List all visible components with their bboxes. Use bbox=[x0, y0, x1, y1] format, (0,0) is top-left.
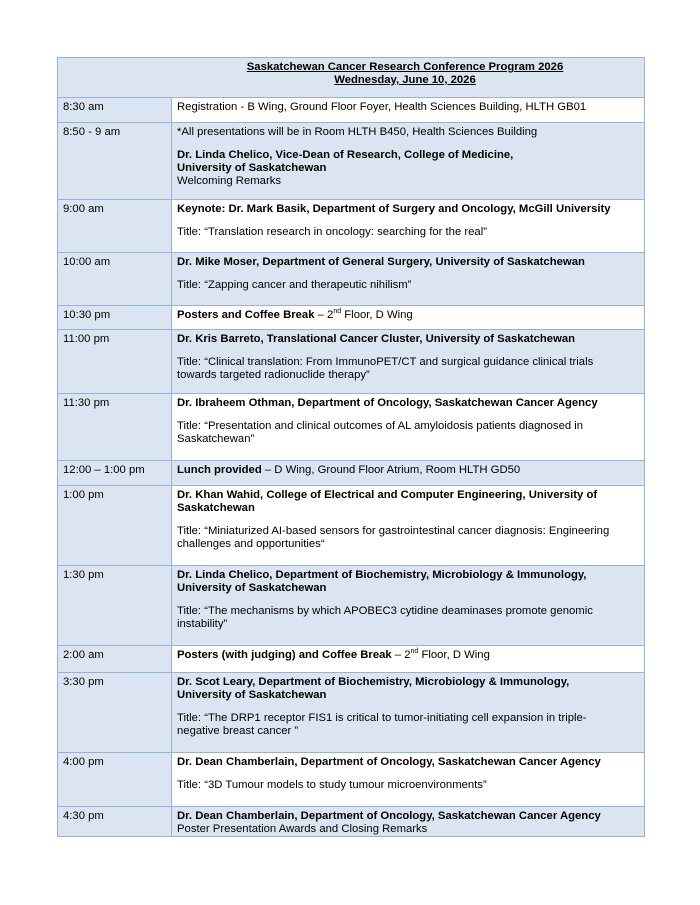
schedule-row bbox=[58, 566, 645, 646]
session-location: Floor, D Wing bbox=[418, 649, 490, 661]
session-cell bbox=[172, 200, 645, 253]
schedule-row bbox=[58, 394, 645, 461]
speaker-line: Dr. Linda Chelico, Vice-Dean of Research, College of Medicine, bbox=[177, 149, 514, 161]
speaker-line: University of Saskatchewan bbox=[177, 162, 327, 174]
session-cell bbox=[172, 807, 645, 837]
session-cell bbox=[172, 306, 645, 330]
speaker-line: University of Saskatchewan bbox=[177, 582, 327, 594]
schedule-row bbox=[58, 98, 645, 123]
time-cell: 11:30 pm bbox=[58, 394, 172, 461]
schedule-row bbox=[58, 673, 645, 753]
session-cell bbox=[172, 486, 645, 566]
talk-title: Title: “Clinical translation: From ImmunoPET/CT and surgical guidance clinical trials bbox=[177, 356, 594, 368]
talk-title: Title: “Translation research in oncology: searching for the real” bbox=[177, 226, 487, 238]
program-header bbox=[58, 58, 645, 98]
session-label: Posters (with judging) and Coffee Break bbox=[177, 649, 392, 661]
talk-title: Title: “Miniaturized AI-based sensors for gastrointestinal cancer diagnosis: Engineering bbox=[177, 525, 610, 537]
schedule-row bbox=[58, 646, 645, 673]
ordinal-suffix: nd bbox=[410, 648, 419, 656]
schedule-row bbox=[58, 807, 645, 837]
speaker-line: Dr. Dean Chamberlain, Department of Oncology, Saskatchewan Cancer Agency bbox=[177, 810, 601, 822]
talk-title: Title: “Presentation and clinical outcomes of AL amyloidosis patients diagnosed in bbox=[177, 420, 584, 432]
program-table bbox=[57, 57, 645, 837]
talk-title: Title: “Zapping cancer and therapeutic nihilism” bbox=[177, 279, 412, 291]
schedule-row bbox=[58, 461, 645, 486]
session-location: Floor, D Wing bbox=[341, 309, 413, 321]
header-row bbox=[58, 58, 645, 98]
speaker-line: Dr. Kris Barreto, Translational Cancer Cluster, University of Saskatchewan bbox=[177, 333, 576, 345]
session-location: – 2 bbox=[391, 649, 411, 661]
session-detail: Poster Presentation Awards and Closing Remarks bbox=[177, 823, 428, 835]
speaker-line: Dr. Scot Leary, Department of Biochemistry, Microbiology & Immunology, bbox=[177, 676, 570, 688]
schedule-row bbox=[58, 123, 645, 200]
session-cell bbox=[172, 98, 645, 123]
talk-title: Title: “The DRP1 receptor FIS1 is critical to tumor-initiating cell expansion in triple- bbox=[177, 712, 587, 724]
time-cell: 1:00 pm bbox=[58, 486, 172, 566]
session-cell bbox=[172, 673, 645, 753]
session-cell bbox=[172, 646, 645, 673]
speaker-line: Dr. Ibraheem Othman, Department of Oncology, Saskatchewan Cancer Agency bbox=[177, 397, 598, 409]
session-cell bbox=[172, 566, 645, 646]
ordinal-suffix: nd bbox=[333, 308, 342, 316]
time-cell: 9:00 am bbox=[58, 200, 172, 253]
time-cell: 3:30 pm bbox=[58, 673, 172, 753]
talk-title: instability” bbox=[177, 618, 228, 630]
time-cell: 12:00 – 1:00 pm bbox=[58, 461, 172, 486]
program-date: Wednesday, June 10, 2026 bbox=[334, 74, 476, 86]
schedule-row bbox=[58, 330, 645, 394]
session-location: – D Wing, Ground Floor Atrium, Room HLTH GD50 bbox=[261, 464, 521, 476]
program-title: Saskatchewan Cancer Research Conference Program 2026 bbox=[246, 61, 564, 73]
session-cell bbox=[172, 123, 645, 200]
session-cell bbox=[172, 394, 645, 461]
session-cell bbox=[172, 753, 645, 807]
speaker-line: Saskatchewan bbox=[177, 502, 255, 514]
session-cell bbox=[172, 253, 645, 306]
schedule-row bbox=[58, 200, 645, 253]
session-location: – 2 bbox=[314, 309, 334, 321]
talk-title: challenges and opportunities“ bbox=[177, 538, 325, 550]
time-cell: 4:30 pm bbox=[58, 807, 172, 837]
speaker-line: Dr. Khan Wahid, College of Electrical and Computer Engineering, University of bbox=[177, 489, 598, 501]
time-cell: 10:00 am bbox=[58, 253, 172, 306]
session-label: Posters and Coffee Break bbox=[177, 309, 315, 321]
session-label: Lunch provided bbox=[177, 464, 262, 476]
time-cell: 8:50 - 9 am bbox=[58, 123, 172, 200]
speaker-line: Dr. Dean Chamberlain, Department of Oncology, Saskatchewan Cancer Agency bbox=[177, 756, 601, 768]
time-cell: 2:00 am bbox=[58, 646, 172, 673]
session-cell bbox=[172, 461, 645, 486]
talk-title: Title: “3D Tumour models to study tumour microenvironments” bbox=[177, 779, 487, 791]
schedule-row bbox=[58, 486, 645, 566]
schedule-row bbox=[58, 253, 645, 306]
talk-title: negative breast cancer ” bbox=[177, 725, 299, 737]
speaker-line: University of Saskatchewan bbox=[177, 689, 327, 701]
session-text: Registration - B Wing, Ground Floor Foyer, Health Sciences Building, HLTH GB01 bbox=[177, 101, 587, 113]
schedule-row bbox=[58, 753, 645, 807]
session-detail: Welcoming Remarks bbox=[177, 175, 281, 187]
time-cell: 11:00 pm bbox=[58, 330, 172, 394]
speaker-line: Dr. Mike Moser, Department of General Surgery, University of Saskatchewan bbox=[177, 256, 585, 268]
schedule-row bbox=[58, 306, 645, 330]
talk-title: Title: “The mechanisms by which APOBEC3 cytidine deaminases promote genomic bbox=[177, 605, 593, 617]
speaker-line: Keynote: Dr. Mark Basik, Department of Surgery and Oncology, McGill University bbox=[177, 203, 611, 215]
talk-title: towards targeted radionuclide therapy” bbox=[177, 369, 370, 381]
time-cell: 8:30 am bbox=[58, 98, 172, 123]
time-cell: 10:30 pm bbox=[58, 306, 172, 330]
speaker-line: Dr. Linda Chelico, Department of Biochemistry, Microbiology & Immunology, bbox=[177, 569, 587, 581]
time-cell: 1:30 pm bbox=[58, 566, 172, 646]
time-cell: 4:00 pm bbox=[58, 753, 172, 807]
talk-title: Saskatchewan” bbox=[177, 433, 255, 445]
session-cell bbox=[172, 330, 645, 394]
session-note: *All presentations will be in Room HLTH B450, Health Sciences Building bbox=[177, 126, 538, 138]
